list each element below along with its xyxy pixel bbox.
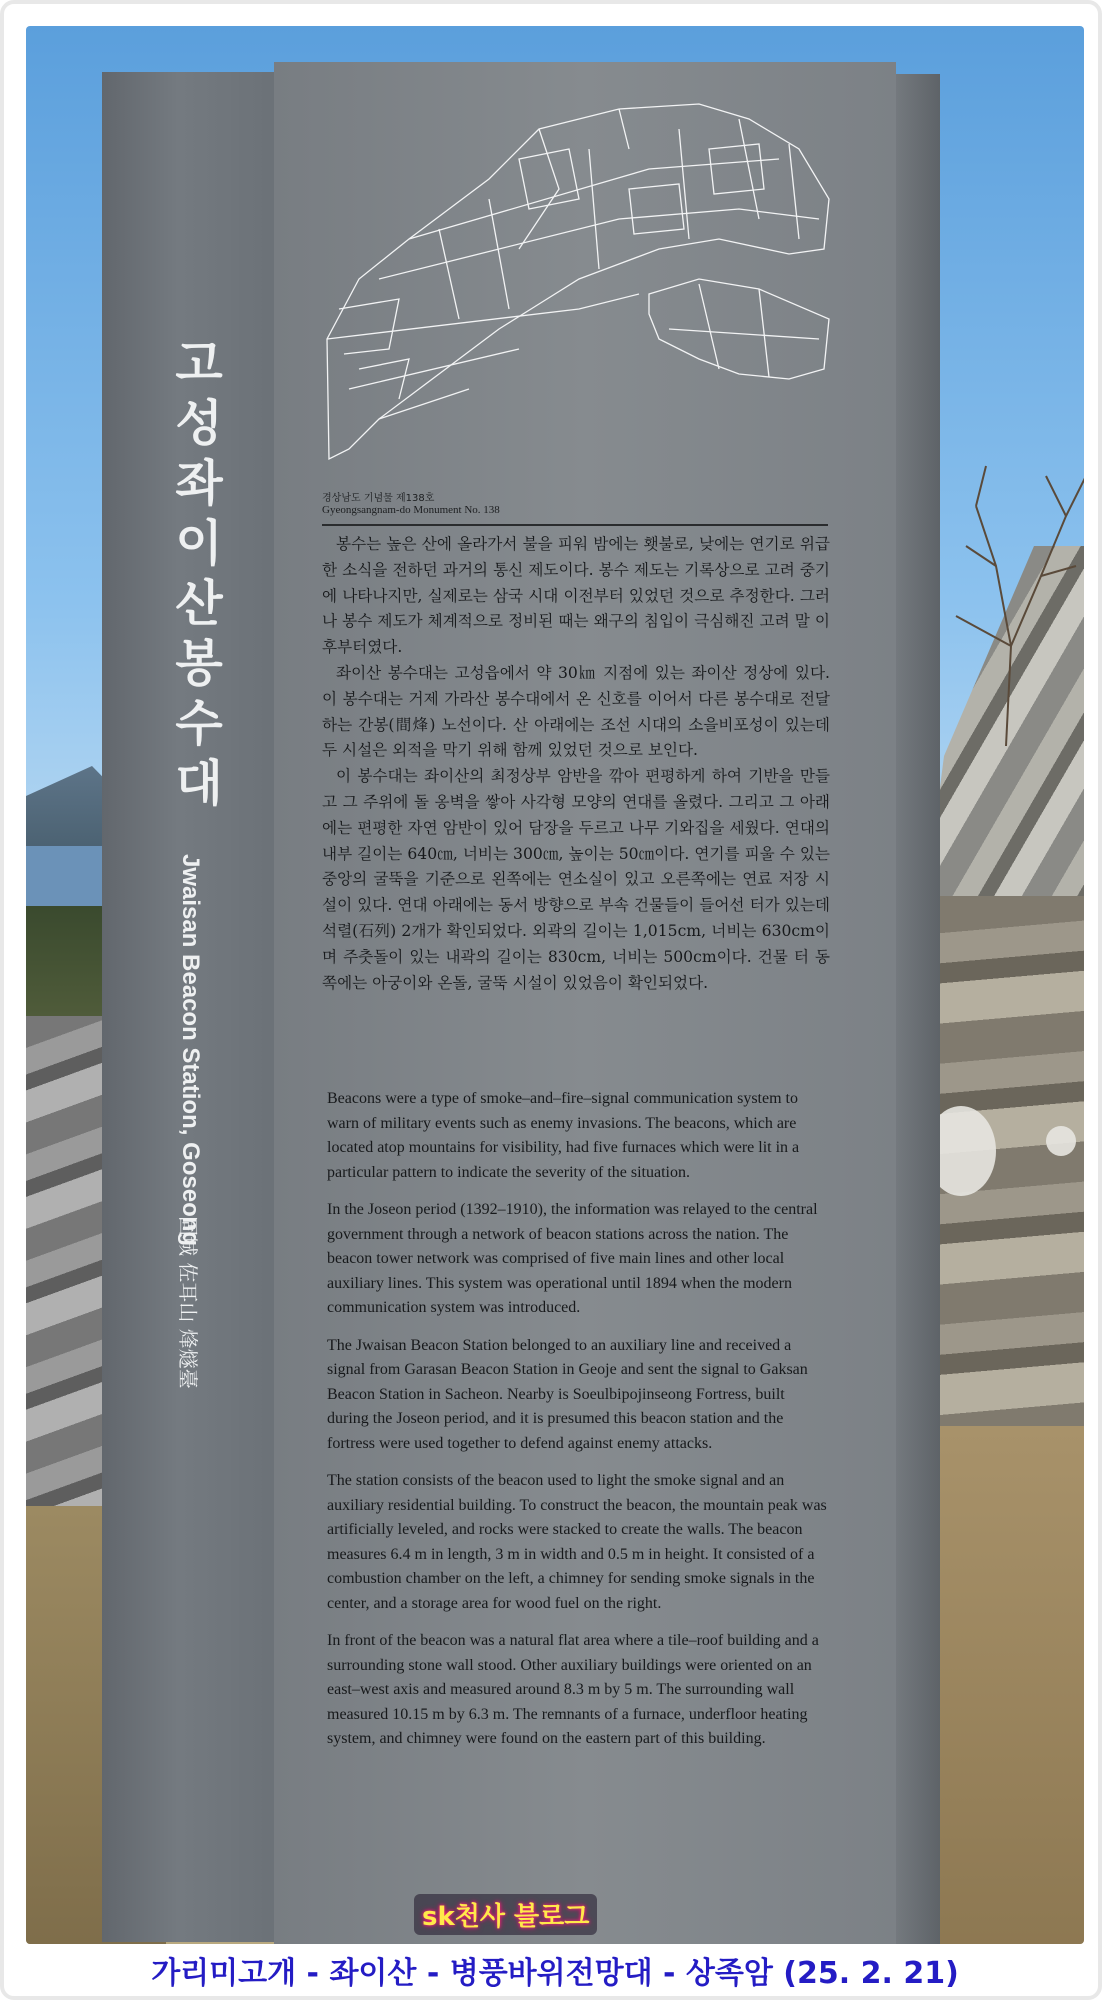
english-paragraph: Beacons were a type of smoke–and–fire–signal communication system to warn of military events such as enemy invasions. The beacons, which are located atop mountains for visibility, had five furnaces which were lit in a particular pattern to indicate the severity of the situation. — [327, 1090, 800, 1181]
map-caption-korean: 경상남도 기념물 제138호 — [322, 493, 435, 504]
korean-paragraph: 이 봉수대는 좌이산의 최정상부 암반을 깎아 편평하게 하여 기반을 만들고 그 주위에 돌 옹벽을 쌓아 사각형 모양의 연대를 올렸다. 그리고 그 아래에는 편평한 자연 암반이 있어 담장을 두르고 나무 기와집을 세웠다. 연대의 내부 길이는 640㎝, 너비는 300㎝, 높이는 50㎝이다. 연기를 피울 수 있는 중앙의 굴뚝을 기준으로 왼쪽에는 연소실이 있고 오른쪽에는 연료 저장 시설이 있다. 연대 아래에는 동서 방향으로 부속 건물들이 들어선 터가 있는데 석렬(石列) 2개가 확인되었다. 외곽의 길이는 1,015cm, 너비는 630cm이며 주춧돌이 있는 내곽의 길이는 830cm, 너비는 500cm이다. 건물 터 동쪽에는 아궁이와 온돌, 굴뚝 시설이 있었음이 확인되었다. — [322, 767, 830, 992]
map-caption — [322, 489, 500, 516]
sign-title-hanja: 固城 佐耳山 烽燧臺 — [176, 1216, 200, 1389]
divider-line — [322, 524, 828, 526]
english-paragraph: In the Joseon period (1392–1910), the information was relayed to the central government through a network of beacon stations across the nation. The beacon tower network was comprised of five main lines and other local auxiliary lines. This system was operational until 1894 when the modern communication system was introduced. — [327, 1201, 818, 1316]
sign-title-korean: 고성 좌이산 봉수대 — [175, 335, 223, 812]
sign-title-english: Jwaisan Beacon Station, Goseong — [177, 854, 204, 1247]
english-description — [327, 1087, 827, 1765]
lichen — [1046, 1126, 1076, 1156]
korean-paragraph: 봉수는 높은 산에 올라가서 불을 피워 밤에는 횃불로, 낮에는 연기로 위급한 소식을 전하던 과거의 통신 제도이다. 봉수 제도는 기록상으로 고려 중기에 나타나지만, 실제로는 삼국 시대 이전부터 있었던 것으로 추정한다. 그러나 봉수 제도가 체계적으로 정비된 때는 왜구의 침입이 극심해진 고려 말 이후부터였다. — [322, 535, 830, 657]
bare-tree — [946, 446, 1084, 746]
site-plan-drawing — [319, 89, 839, 469]
photo-caption: 가리미고개 - 좌이산 - 병풍바위전망대 - 상족암 (25. 2. 21) — [151, 1956, 959, 1991]
english-paragraph: The station consists of the beacon used to light the smoke signal and an auxiliary residential building. To construct the beacon, the mountain peak was artificially leveled, and rocks were stacked to create the walls. The beacon measures 6.4 m in length, 3 m in width and 0.5 m in height. It consisted of a combustion chamber on the left, a chimney for sending smoke signals in the center, and a storage area for wood fuel on the right. — [327, 1472, 827, 1612]
map-caption-english: Gyeongsangnam-do Monument No. 138 — [322, 504, 500, 516]
english-paragraph: In front of the beacon was a natural flat area where a tile–roof building and a surrounding stone wall stood. Other auxiliary buildings were oriented on an east–west axis and measured around 8.3 m by 5 m. The surrounding wall measured 10.15 m by 6.3 m. The remnants of a furnace, underfloor heating system, and chimney were found on the eastern part of this building. — [327, 1632, 819, 1747]
blog-watermark: sk천사 블로그 — [414, 1894, 597, 1935]
korean-paragraph: 좌이산 봉수대는 고성읍에서 약 30㎞ 지점에 있는 좌이산 정상에 있다. 이 봉수대는 거제 가라산 봉수대에서 온 신호를 이어서 다른 봉수대로 전달하는 간봉(間烽) 노선이다. 산 아래에는 조선 시대의 소을비포성이 있는데 두 시설은 외적을 막기 위해 함께 있었던 것으로 보인다. — [322, 663, 830, 760]
english-paragraph: The Jwaisan Beacon Station belonged to an auxiliary line and received a signal from Garasan Beacon Station in Geoje and sent the signal to Gaksan Beacon Station in Sacheon. Nearby is Soeulbipojinseong Fortress, built during the Joseon period, and it is presumed this beacon station and the fortress were used together to defend against enemy attacks. — [327, 1336, 808, 1452]
korean-description — [322, 532, 830, 996]
